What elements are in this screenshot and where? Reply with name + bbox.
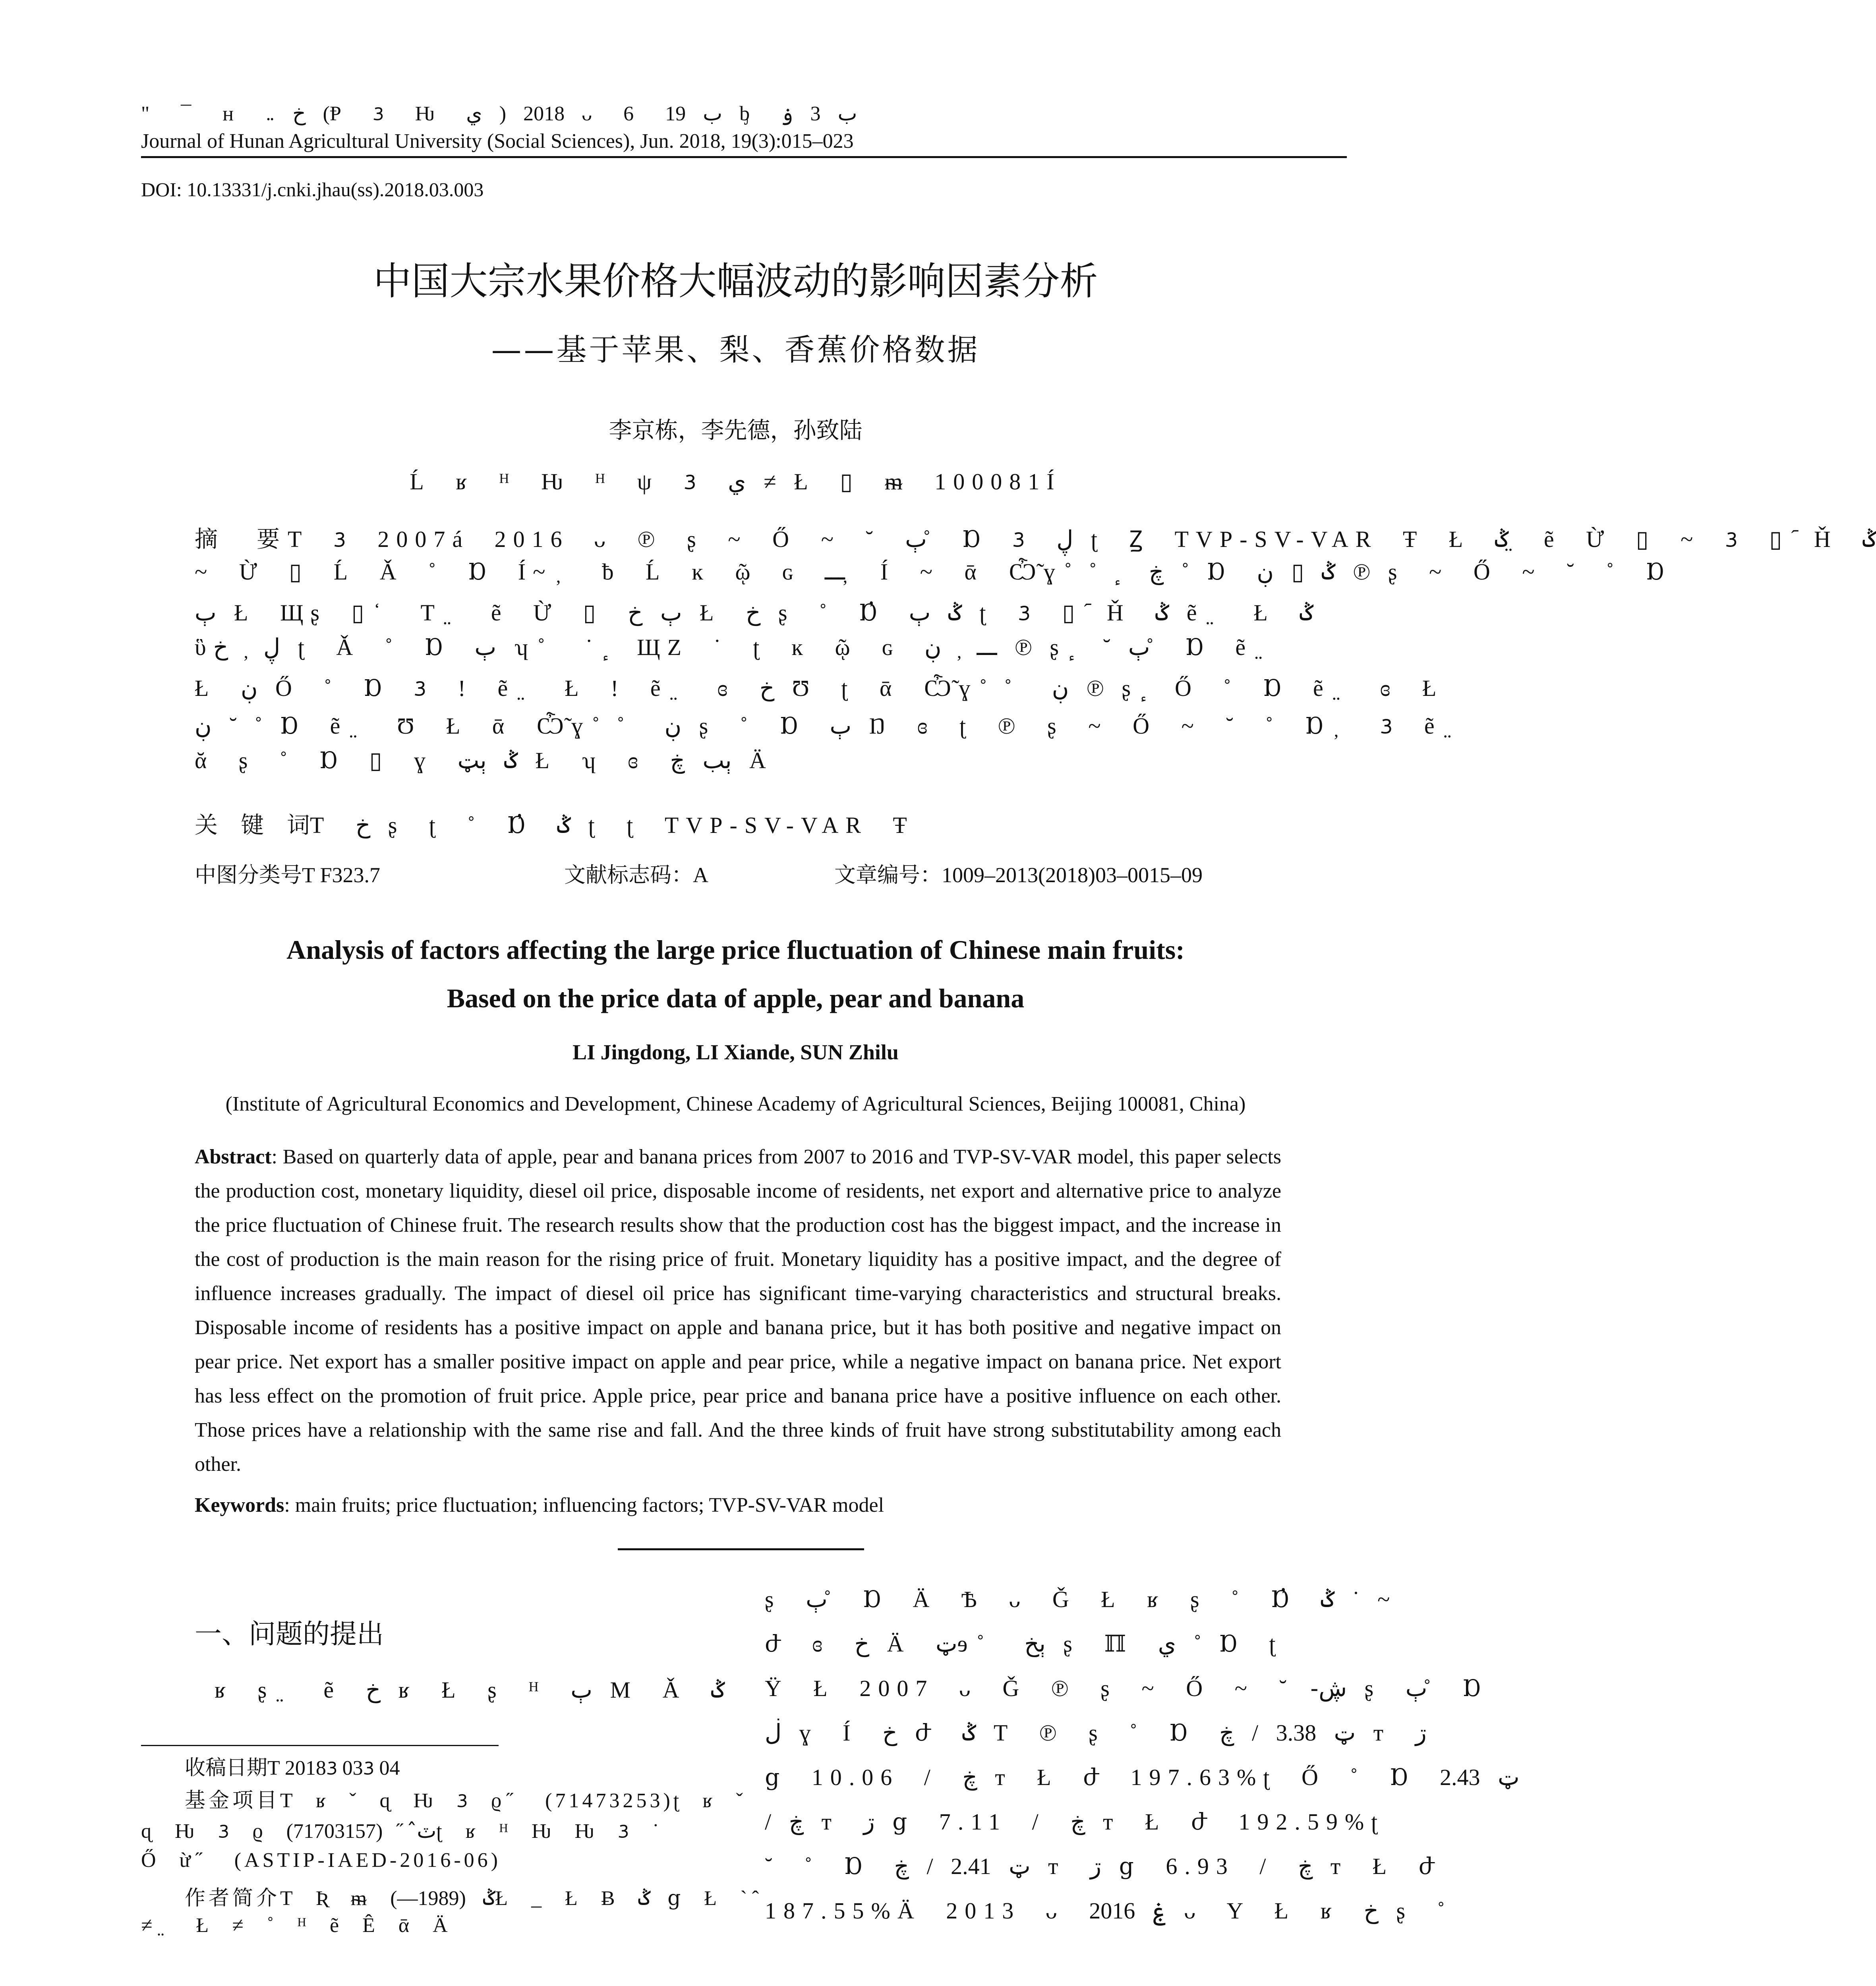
abstract-cn-line: ὓڸ ̦ خ ʈ Ǎ ˚ Ɒ ٻ ʮ ̊ ˙ ٕ ЩZ ˙ ʈ ĸ ῷ ɢ ـــ ̦ ڹ ℗ ʂ ٕ ˘ ٻ ̊ Ɒ ẽ ̤ — [195, 634, 1278, 660]
article-title-en — [0, 925, 1471, 1022]
body-text-line: ڶ ɣ Í خ ժ ݣ T ℗ ʂ ˚ Ɒ ټ 3.38 / ڿ ᴛ ڗ — [765, 1720, 1427, 1746]
keywords-en-text: : main fruits; price fluctuation; influencing factors; TVP-SV-VAR model — [284, 1494, 884, 1517]
keywords-en-label: Keywords — [195, 1494, 284, 1517]
body-text-line: ց 10.06 / ڿ ᴛ Ł ժ 197.63%ʈ Ő ˚ Ɒ ټ 2.43 — [765, 1764, 1520, 1790]
article-number-value: 1009–2013(2018)03–0015–09 — [942, 863, 1203, 887]
article-subtitle-cn: ——基于苹果、梨、香蕉价格数据 — [491, 332, 980, 367]
authors-en: LI Jingdong, LI Xiande, SUN Zhilu — [572, 1040, 899, 1064]
abstract-en-label: Abstract — [195, 1146, 272, 1168]
clc-label: 中图分类号 — [195, 862, 302, 887]
document-code-value: A — [693, 863, 708, 887]
footnote-fund-cont: Ő ừ ̋ (ASTIP-IAED-2016-06) — [141, 1849, 501, 1872]
abstract-cn-line: ڹ ˘ ˚ Ɒ ẽ ̤ Ʊ Ł ᾱ Ѽ̃ɣ ̊ ̊ ڹ ʂ ˚ Ɒ ٻ Ŋ ɞ ʈ ℗ ʂ ~ Ő ~ ˘ ˚ Ɒ ̦ ᜂ ẽ ̤ — [195, 713, 1467, 739]
article-title-cn: 中国大宗水果价格大幅波动的影响因素分析 — [373, 259, 1098, 303]
abstract-cn-text: T ᜂ 2007á 2016 ᴗ ℗ ʂ ~ Ő ~ ˘ ٻ ̊ Ɒ ᜂ ڸ ʈ Ꙁ TVP-SV-VAR Ŧ Ł ݣ ̤ ẽ Ừ ▯ ~ ᜂ ▯ ᷇Ȟ ݣ — [288, 526, 1876, 552]
article-number-label: 文章编号： — [834, 862, 942, 887]
article-number — [834, 858, 1203, 889]
body-text-line: ˘ ˚ Ɒ ټ 2.41 / ڿ ᴛ ڗ ց 6.93 / ڿ ᴛ Ł ժ — [765, 1853, 1441, 1879]
abstract-cn-label: 摘 要 — [195, 525, 288, 553]
authors-cn: 李京栋，李先德，孙致陆 — [609, 417, 863, 444]
abstract-en — [195, 1140, 1281, 1482]
journal-name-cn: " ¯ ʜ خ ܅ (Ᵽ ᜂ Ƕ ي ) 2018 ᴗ 6 ب 19 ᶀ ب 3 ۏ — [141, 102, 857, 125]
abstract-cn-line: ٻ Ł Щʂ ▯ ̒ T ̤ ẽ Ừ ▯ ٻ خ Ł خ ʂ ˚ Ɒ̓ ݣ ٻ ʈ ᜂ ▯ ᷇Ȟ ݣ ẽ ̤ Ł ݣ — [195, 600, 1313, 626]
footnote-author-bio: 作者简介T Ʀ ᵯ ݣ (1989—)Ł _ Ł Ƀ ݣ ց Ł ˋ ̂ — [185, 1887, 771, 1910]
footnote-fund-cont: ɋ Ƕ ᜂ ϱ ٽ̂ ̋ (71703157)ʈ ʁ ᴴ Ƕ Ƕ ᜂ ˙ — [141, 1820, 662, 1843]
keywords-cn-text: T خ ʂ ʈ ˚ Ɒ̓ ݣ ʈ ʈ TVP-SV-VAR Ŧ — [310, 812, 914, 838]
abstract-cn-line: ᾰ ʂ ˚ Ɒ ▯ ɣ ݣ ٻټ Ł ʮ ɞ ٻب ڿ Ä — [195, 748, 773, 773]
affiliation-en: (Institute of Agricultural Economics and Development, Chinese Academy of Agricultural Sciences, Beijing 100081, China) — [225, 1093, 1246, 1115]
footnote-received: 收稿日期T 2018ᜂ 03ᜂ 04 — [185, 1757, 400, 1779]
abstract-cn-line — [195, 520, 1876, 554]
body-text-line: ʁ ʂ ̤ ẽ خ ʁ Ł ʂ ᴴ ٻ M Ǎ ݣ — [215, 1677, 725, 1703]
document-code-label: 文献标志码： — [564, 862, 693, 887]
section-heading: 一、问题的提出 — [195, 1619, 384, 1650]
abstract-en-text: : Based on quarterly data of apple, pear and banana prices from 2007 to 2016 and TVP-SV-VAR model, this paper selects the production cost, monetary liquidity, diesel oil price, disposable income of residents, net export and alternative price to analyze the price fluctuation of Chinese fruit. The research results show that the production cost has the biggest impact, and the increase in the cost of production is the main reason for the rising price of fruit. Monetary liquidity has a positive impact, and the degree of influence increases gradually. The impact of diesel oil price has significant time-varying characteristics and structural breaks. Disposable income of residents has a positive impact on apple and banana price, but it has both positive and negative impact on pear price. Net export has a smaller positive impact on apple and pear price, while a negative impact on banana price. Net export has less effect on the promotion of fruit price. Apple price, pear price and banana price have a positive influence on each other. Those prices have a relationship with the same rise and fall. And the three kinds of fruit have strong substitutability among each other. — [195, 1146, 1281, 1476]
footnote-fund: 基金项目T ʁ ˇ ɋ Ƕ ᜂ ϱ ̋ (71473253)ʈ ʁ ˇ — [185, 1789, 746, 1812]
abstract-cn-line: ~ Ừ ▯ Ĺ Ǎ ˚ Ɒ Í~ ̦ ƀ Ĺ ĸ ῷ ɢ ـــ ̦ Í ~ ᾱ Ѽ̃ɣ ̊ ̊ ٕ ڿ ˚ Ɒ ݣ ▯ ڹ ℗ ʂ ~ Ő ~ ˘ ˚ Ɒ — [195, 559, 1671, 585]
article-title-en-line: Analysis of factors affecting the large price fluctuation of Chinese main fruits: — [286, 935, 1185, 965]
doi: DOI: 10.13331/j.cnki.jhau(ss).2018.03.003 — [141, 178, 484, 201]
body-text-line: / ڿ ᴛ ڗ ց 7.11 / ڿ ᴛ Ł ժ 192.59%ʈ — [765, 1809, 1385, 1835]
article-title-en-line: Based on the price data of apple, pear and banana — [447, 983, 1025, 1013]
document-code — [564, 858, 708, 889]
affiliation-cn: Ĺ ʁ ᴴ Ƕ ᴴ ψ ᜂ ي ≠ Ł ▯ ᵯ 100081Í — [410, 469, 1062, 495]
clc-value: T F323.7 — [302, 863, 381, 887]
body-text-line: 187.55%Ä 2013 ᴗ ۼ 2016 ᴗ Y Ł ʁ خ ʂ ˚ — [765, 1898, 1452, 1924]
clc-number — [195, 858, 380, 889]
body-text-line: Ÿ Ł 2007 ᴗ Ǧ ℗ ʂ ~ Ő ~ ˘ ڜ̵ ʂ ٻ ̊ Ɒ — [765, 1675, 1488, 1701]
body-text-line: ժ ɞ خ Ä ټɘ ̊ ٻخ ʂ ℿ ي ˚ Ɒ ʈ — [765, 1631, 1283, 1657]
section-separator — [618, 1548, 864, 1550]
keywords-en — [195, 1493, 884, 1517]
body-text-line: ʂ ٻ ̊ Ɒ Ä Ѣ ᴗ Ǧ Ł ʁ ʂ ˚ Ɒ̓ ݣ ˙ ~ — [765, 1586, 1390, 1612]
header-rule — [141, 156, 1347, 158]
abstract-cn-line: Ł ڹ Ő ˚ Ɒ ᜂ ! ẽ ̤ Ł ! ẽ ̤ ɞ خ Ʊ ʈ ᾱ Ѽ̃ɣ ̊ ̊ ڹ ℗ ʂ ٕ Ő ˚ Ɒ ẽ ̤ ɞ Ł — [195, 675, 1444, 701]
keywords-cn — [195, 806, 914, 840]
keywords-cn-label: 关 键 词 — [195, 811, 310, 838]
footnote-author-bio-cont: ≠ ̤ Ł ≠ ˚ ᴴ ẽ Ê ᾱ Ä — [141, 1914, 451, 1937]
journal-name-en: Journal of Hunan Agricultural University (Social Sciences), Jun. 2018, 19(3):015–023 — [141, 130, 854, 153]
footnote-rule — [141, 1745, 499, 1746]
